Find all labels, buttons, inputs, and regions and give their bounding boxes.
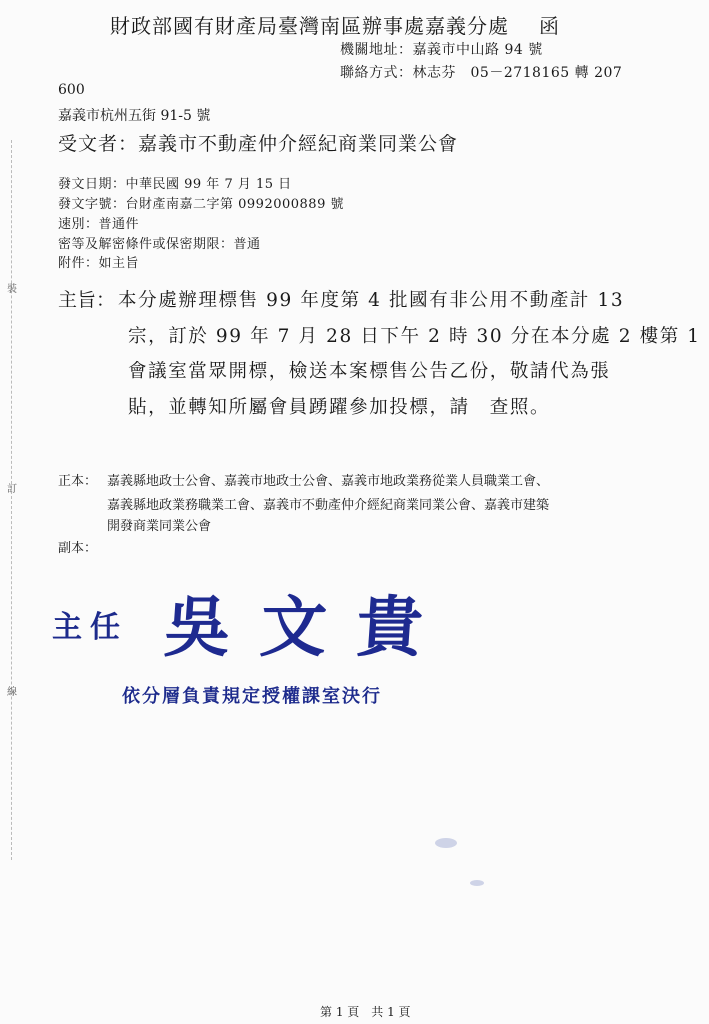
authorization-note: 依分層負責規定授權課室決行 [122, 686, 382, 707]
subject-line: 宗，訂於 99 年 7 月 28 日下午 2 時 30 分在本分處 2 樓第 1 [128, 326, 701, 347]
agency-name: 財政部國有財產局臺灣南區辦事處嘉義分處 [110, 14, 509, 38]
document-number: 發文字號：台財產南嘉二字第 0992000889 號 [58, 197, 344, 212]
delivery-speed: 速別：普通件 [58, 217, 140, 232]
main-recipients-line: 開發商業同業公會 [107, 519, 212, 534]
signature-stamp: 吳文貴 [161, 588, 456, 666]
binding-mark: 線 [7, 687, 17, 698]
binding-mark: 訂 [7, 484, 17, 495]
contact-info: 聯絡方式：林志芬 05－2718165 轉 207 [340, 65, 623, 81]
agency-address: 機關地址：嘉義市中山路 94 號 [340, 42, 543, 58]
recipient-address: 嘉義市杭州五街 91-5 號 [58, 108, 211, 124]
subject-label: 主旨： [58, 289, 116, 311]
subject-line: 本分處辦理標售 99 年度第 4 批國有非公用不動產計 13 [118, 290, 625, 311]
attachment-note: 附件：如主旨 [58, 256, 140, 271]
document-type: 函 [539, 14, 560, 38]
issue-date: 發文日期：中華民國 99 年 7 月 15 日 [58, 177, 292, 192]
postal-code: 600 [58, 82, 85, 98]
main-recipients-line: 嘉義縣地政士公會、嘉義市地政士公會、嘉義市地政業務從業人員職業工會、 [107, 474, 550, 489]
document-header [110, 10, 560, 39]
secrecy-level: 密等及解密條件或保密期限：普通 [58, 237, 261, 252]
binding-mark: 裝 [7, 284, 17, 295]
stamp-title: 主任 [52, 610, 128, 645]
ink-smudge [470, 880, 484, 886]
recipient: 受文者：嘉義市不動產仲介經紀商業同業公會 [58, 133, 459, 155]
main-recipients-line: 嘉義縣地政業務職業工會、嘉義市不動產仲介經紀商業同業公會、嘉義市建築 [107, 498, 550, 513]
subject-line: 貼，並轉知所屬會員踴躍參加投標，請 查照。 [128, 397, 551, 418]
page-number: 第 1 頁 共 1 頁 [320, 1005, 411, 1019]
binding-line [11, 140, 12, 860]
ink-smudge [435, 838, 457, 848]
copy-recipients-label: 副本： [58, 541, 98, 556]
subject-line: 會議室當眾開標，檢送本案標售公告乙份，敬請代為張 [128, 361, 611, 382]
main-recipients-label: 正本： [58, 474, 98, 489]
